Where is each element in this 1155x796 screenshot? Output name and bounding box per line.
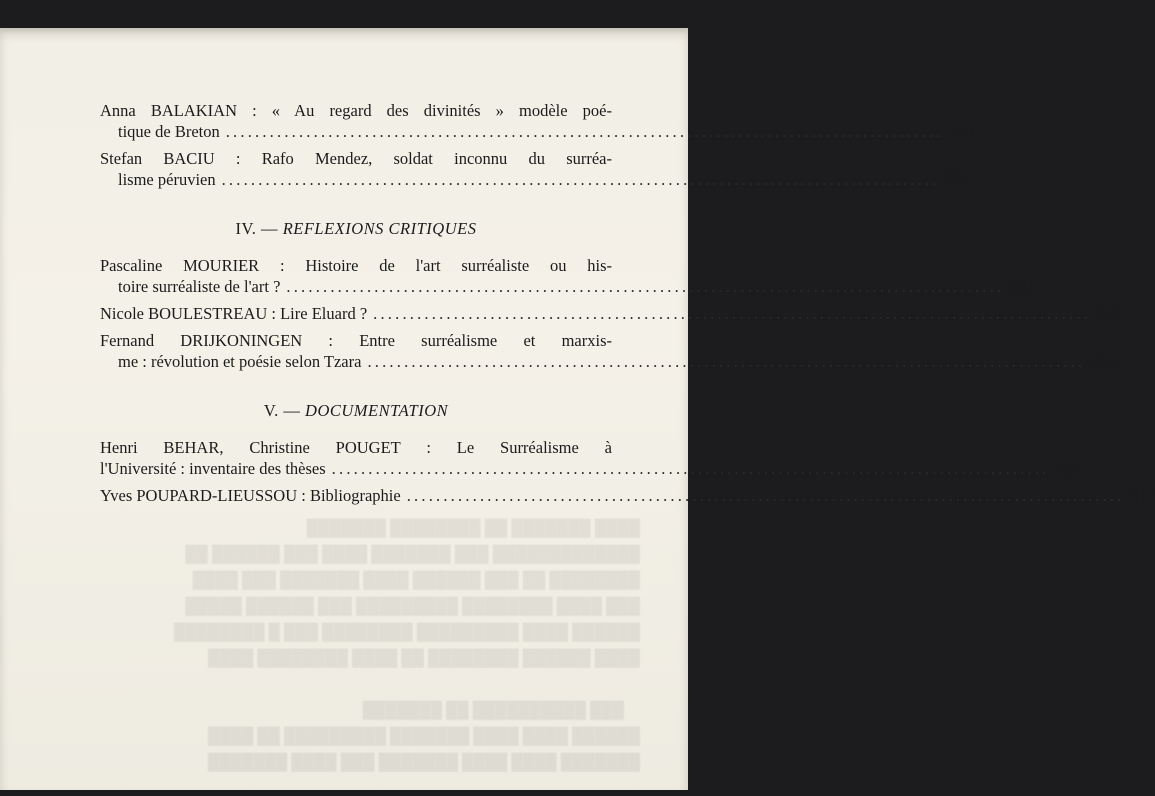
page-number: 213 <box>949 122 975 141</box>
toc-entry <box>100 485 1155 506</box>
page-number: 317 <box>1130 486 1155 505</box>
page-number: 256 <box>1097 304 1122 323</box>
book-page <box>0 28 1155 790</box>
entry-title-line: Fernand DRIJKONINGEN : Entre surréalisme et marxis- <box>100 331 612 350</box>
toc-entry <box>100 148 971 190</box>
entry-title-line: Pascaline MOURIER : Histoire de l'art surréaliste ou his- <box>100 256 612 275</box>
section-heading <box>100 400 612 421</box>
entry-title-continuation: tique de Breton <box>118 122 220 141</box>
page-number: 231 <box>1010 277 1036 296</box>
toc-entry <box>100 303 1122 324</box>
entry-title-continuation: l'Université : inventaire des thèses <box>100 459 326 478</box>
table-of-contents <box>100 100 1155 512</box>
page-number: 221 <box>945 170 971 189</box>
toc-entry <box>100 100 975 142</box>
entry-title: Yves POUPARD-LIEUSSOU : Bibliographie <box>100 486 401 505</box>
leader-dots: .................................................................................................. <box>221 170 940 189</box>
entry-title-continuation: toire surréaliste de l'art ? <box>118 277 281 296</box>
leader-dots: .................................................................................................. <box>331 459 1050 478</box>
entry-title-line: Stefan BACIU : Rafo Mendez, soldat inconnu du surréa- <box>100 149 612 168</box>
leader-dots: .................................................................................................. <box>286 277 1005 296</box>
leader-dots: .................................................................................................. <box>406 486 1125 505</box>
entry-title-line: Anna BALAKIAN : « Au regard des divinités » modèle poé- <box>100 101 612 120</box>
section-number: IV. — <box>235 219 279 238</box>
page-number: 283 <box>1055 459 1081 478</box>
section-title: DOCUMENTATION <box>305 401 449 420</box>
section-number: V. — <box>263 401 301 420</box>
entry-title-continuation: me : révolution et poésie selon Tzara <box>118 352 362 371</box>
leader-dots: .................................................................................................. <box>225 122 944 141</box>
show-through-text: ████ ███████ ██ ████████ ███████ █████████████ ███ ███████ ████ ███ ██████ ██ ████████ ██ ███ ██████ ████ ███████ ███ ████ ███ ████ ████████ █████████ ███ ██████ █████ ██████ ████ █████████ ████████ ███ █ ████████ ████ ██████ ████████ ██ ████ ████████ ████ ███ ██████████ ██ ███████ ██████ ████ ████ ███████ █████████ ██ ████ ███████ ████ ████ ███████ ███ ████ ███████ <box>173 520 640 771</box>
entry-title-continuation: lisme péruvien <box>118 170 216 189</box>
toc-entry <box>100 255 1036 297</box>
page-number: 265 <box>1091 352 1117 371</box>
leader-dots: .................................................................................................. <box>373 304 1092 323</box>
section-title: REFLEXIONS CRITIQUES <box>282 219 477 238</box>
toc-entry <box>100 330 1117 372</box>
entry-title-line: Henri BEHAR, Christine POUGET : Le Surréalisme à <box>100 438 612 457</box>
entry-title: Nicole BOULESTREAU : Lire Eluard ? <box>100 304 368 323</box>
leader-dots: .................................................................................................. <box>367 352 1086 371</box>
section-heading <box>100 218 612 239</box>
toc-entry <box>100 437 1081 479</box>
